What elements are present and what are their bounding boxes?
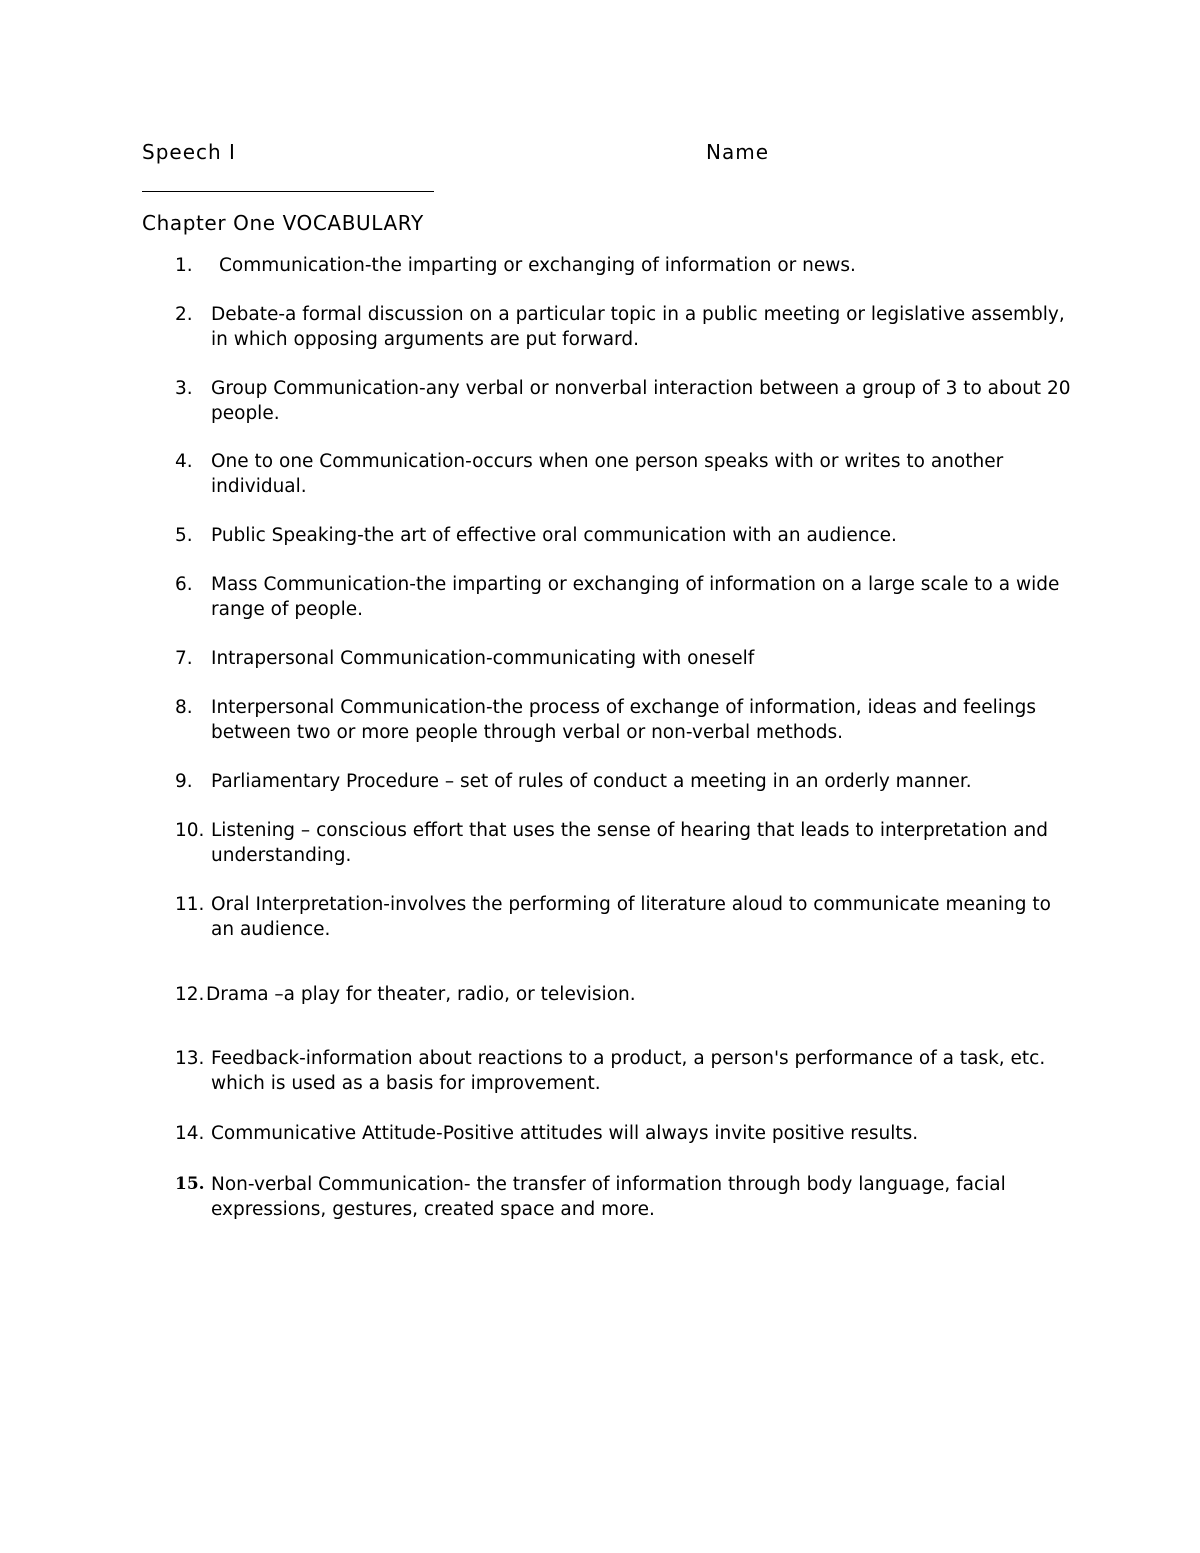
course-title: Speech I xyxy=(142,140,236,164)
chapter-title: Chapter One VOCABULARY xyxy=(142,211,424,235)
item-definition: Communication-the imparting or exchanging of information or news. xyxy=(219,255,856,276)
item-definition: Feedback-information about reactions to a product, a person's performance of a task, etc. which is used as a basis for improvement. xyxy=(211,1048,1046,1094)
item-definition: Listening – conscious effort that uses the sense of hearing that leads to interpretation and understanding. xyxy=(211,820,1048,866)
item-definition: Intrapersonal Communication-communicating with oneself xyxy=(211,648,755,669)
item-number: 1. xyxy=(175,255,193,276)
item-definition: Mass Communication-the imparting or exchanging of information on a large scale to a wide range of people. xyxy=(211,574,1060,620)
item-definition: Oral Interpretation-involves the performing of literature aloud to communicate meaning to an audience. xyxy=(211,894,1051,940)
item-number: 7. xyxy=(175,648,193,669)
item-definition: Non-verbal Communication- the transfer of information through body language, facial expressions, gestures, created space and more. xyxy=(211,1174,1006,1220)
item-number: 13. xyxy=(175,1048,205,1069)
item-number: 15. xyxy=(175,1174,205,1194)
item-number: 5. xyxy=(175,525,193,546)
item-number: 12. xyxy=(175,984,205,1005)
item-number: 10. xyxy=(175,820,205,841)
item-definition: Interpersonal Communication-the process of exchange of information, ideas and feelings between two or more people through verbal or non-verbal methods. xyxy=(211,697,1036,743)
item-definition: Drama –a play for theater, radio, or television. xyxy=(206,984,636,1005)
name-label: Name xyxy=(706,140,770,164)
item-number: 14. xyxy=(175,1123,205,1144)
item-number: 6. xyxy=(175,574,193,595)
item-definition: Communicative Attitude-Positive attitudes will always invite positive results. xyxy=(211,1123,919,1144)
name-blank-line xyxy=(142,191,434,192)
item-number: 9. xyxy=(175,771,193,792)
item-definition: One to one Communication-occurs when one person speaks with or writes to another individual. xyxy=(211,451,1004,497)
item-definition: Debate-a formal discussion on a particular topic in a public meeting or legislative assembly, in which opposing arguments are put forward. xyxy=(211,304,1065,350)
item-number: 3. xyxy=(175,378,193,399)
item-number: 2. xyxy=(175,304,193,325)
item-definition: Public Speaking-the art of effective oral communication with an audience. xyxy=(211,525,897,546)
item-number: 4. xyxy=(175,451,193,472)
item-number: 11. xyxy=(175,894,205,915)
document-header xyxy=(142,140,842,168)
item-definition: Parliamentary Procedure – set of rules of conduct a meeting in an orderly manner. xyxy=(211,771,972,792)
item-definition: Group Communication-any verbal or nonverbal interaction between a group of 3 to about 20 people. xyxy=(211,378,1071,424)
item-number: 8. xyxy=(175,697,193,718)
